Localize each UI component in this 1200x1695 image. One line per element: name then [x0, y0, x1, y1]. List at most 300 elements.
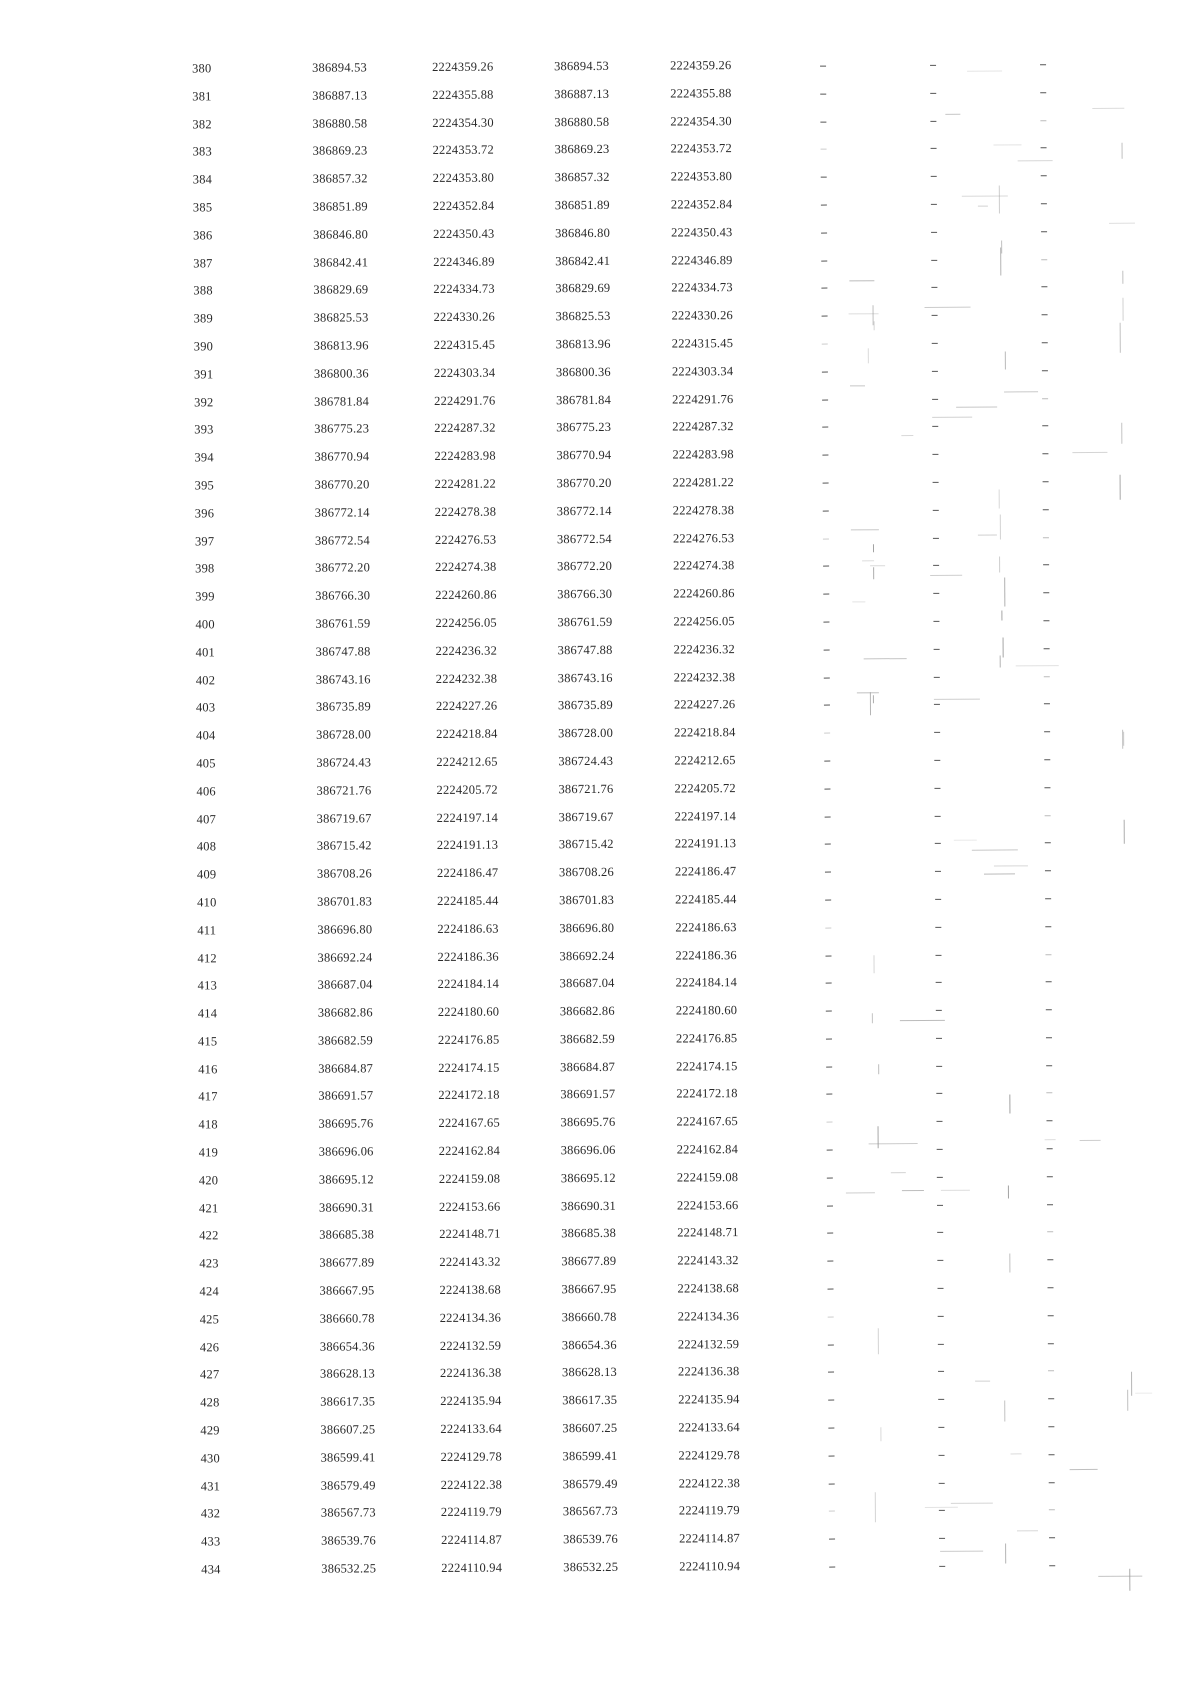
x-coordinate-repeat: 386667.95: [561, 1281, 617, 1297]
x-coordinate-repeat: 386695.12: [560, 1170, 616, 1186]
y-coordinate-repeat: 2224303.34: [671, 363, 734, 379]
point-number: 402: [195, 672, 216, 687]
scan-line: [1121, 423, 1122, 444]
point-number: 426: [199, 1339, 220, 1355]
x-coordinate: 386682.59: [317, 1033, 373, 1048]
y-coordinate-repeat: 2224359.26: [670, 58, 732, 73]
point-number: 401: [195, 645, 216, 660]
y-coordinate: 2224315.45: [433, 337, 496, 352]
scan-line: [880, 1428, 881, 1442]
y-coordinate: 2224346.89: [433, 254, 495, 269]
x-coordinate: 386691.57: [318, 1088, 374, 1104]
x-coordinate-repeat: 386846.80: [555, 225, 611, 241]
x-coordinate: 386772.14: [314, 505, 370, 520]
scan-line: [999, 556, 1000, 572]
y-coordinate: 2224276.53: [434, 532, 497, 547]
x-coordinate-repeat: 386747.88: [557, 642, 613, 657]
y-coordinate: 2224114.87: [441, 1532, 503, 1548]
scan-line: [902, 435, 914, 436]
y-coordinate: 2224159.08: [438, 1171, 501, 1186]
y-coordinate: 2224303.34: [433, 365, 496, 380]
x-coordinate: 386813.96: [313, 338, 369, 353]
point-number: 416: [198, 1061, 218, 1077]
point-number: 392: [194, 394, 214, 409]
scan-line: [1122, 270, 1123, 283]
scan-line: [873, 956, 874, 974]
scan-line: [984, 874, 1015, 875]
y-coordinate: 2224134.36: [439, 1310, 502, 1325]
y-coordinate: 2224352.84: [432, 198, 495, 213]
scan-line: [1003, 638, 1004, 658]
x-coordinate: 386692.24: [317, 949, 373, 965]
y-coordinate-repeat: 2224354.30: [670, 113, 732, 129]
scan-line: [956, 406, 997, 407]
point-number: 433: [201, 1534, 221, 1549]
scan-line: [933, 417, 972, 418]
point-number: 403: [195, 700, 216, 715]
y-coordinate: 2224135.94: [440, 1393, 502, 1409]
y-coordinate-repeat: 2224174.15: [676, 1058, 738, 1074]
y-coordinate-repeat: 2224184.14: [675, 975, 738, 990]
y-coordinate-repeat: 2224167.65: [676, 1114, 738, 1129]
y-coordinate: 2224205.72: [436, 782, 498, 797]
point-number: 414: [197, 1006, 218, 1021]
y-coordinate: 2224167.65: [438, 1115, 500, 1131]
scan-line: [1120, 475, 1121, 500]
x-coordinate: 386539.76: [321, 1533, 377, 1548]
y-coordinate-repeat: 2224281.22: [672, 475, 735, 490]
scan-line: [873, 567, 874, 578]
scan-line: [875, 1493, 876, 1522]
point-number: 383: [192, 144, 212, 159]
x-coordinate-repeat: 386761.59: [557, 614, 613, 630]
scan-line: [978, 206, 988, 207]
x-coordinate: 386772.20: [315, 560, 371, 576]
x-coordinate-repeat: 386696.80: [559, 920, 615, 935]
scan-line: [1123, 732, 1124, 746]
scan-line: [1122, 142, 1123, 158]
y-coordinate-repeat: 2224353.72: [670, 141, 732, 156]
y-coordinate: 2224227.26: [435, 698, 498, 714]
y-coordinate: 2224236.32: [435, 643, 498, 658]
scan-line: [1015, 665, 1058, 666]
y-coordinate-repeat: 2224291.76: [672, 391, 734, 407]
y-coordinate-repeat: 2224129.78: [678, 1447, 740, 1463]
y-coordinate-repeat: 2224287.32: [672, 419, 734, 434]
y-coordinate-repeat: 2224176.85: [675, 1031, 738, 1046]
y-coordinate-repeat: 2224232.38: [673, 669, 736, 685]
x-coordinate: 386728.00: [316, 727, 372, 742]
y-coordinate: 2224162.84: [438, 1143, 501, 1159]
y-coordinate-repeat: 2224172.18: [676, 1086, 738, 1101]
x-coordinate: 386857.32: [312, 171, 368, 186]
x-coordinate-repeat: 386708.26: [558, 864, 614, 880]
x-coordinate: 386894.53: [312, 60, 368, 75]
x-coordinate: 386690.31: [318, 1200, 374, 1215]
x-coordinate: 386851.89: [312, 199, 368, 214]
y-coordinate-repeat: 2224162.84: [676, 1142, 739, 1157]
scan-line: [977, 534, 997, 535]
scan-line: [1017, 1531, 1038, 1532]
y-coordinate-repeat: 2224276.53: [672, 530, 735, 546]
x-coordinate: 386567.73: [320, 1505, 376, 1521]
y-coordinate: 2224355.88: [432, 87, 494, 102]
point-number: 409: [196, 867, 217, 882]
y-coordinate-repeat: 2224132.59: [677, 1336, 740, 1352]
scan-line: [1000, 247, 1001, 275]
y-coordinate-repeat: 2224260.86: [673, 586, 735, 601]
x-coordinate: 386677.89: [319, 1255, 375, 1270]
point-number: 399: [195, 589, 215, 604]
y-coordinate-repeat: 2224315.45: [671, 336, 734, 351]
y-coordinate-repeat: 2224186.63: [675, 919, 737, 935]
point-number: 411: [197, 923, 217, 938]
x-coordinate: 386654.36: [319, 1339, 375, 1354]
y-coordinate-repeat: 2224133.64: [678, 1420, 740, 1435]
y-coordinate-repeat: 2224148.71: [677, 1225, 739, 1240]
y-coordinate: 2224184.14: [437, 976, 500, 992]
x-coordinate: 386887.13: [312, 88, 368, 103]
point-number: 400: [195, 617, 215, 632]
y-coordinate-repeat: 2224143.32: [677, 1253, 739, 1268]
x-coordinate: 386869.23: [312, 143, 368, 159]
y-coordinate-repeat: 2224119.79: [678, 1503, 740, 1518]
scan-line: [901, 1190, 923, 1191]
y-coordinate-repeat: 2224212.65: [674, 753, 736, 768]
x-coordinate: 386721.76: [316, 783, 372, 798]
scan-line: [870, 692, 871, 715]
x-coordinate-repeat: 386772.14: [556, 503, 612, 518]
y-coordinate: 2224174.15: [438, 1060, 500, 1075]
point-number: 398: [195, 561, 215, 576]
point-number: 390: [193, 339, 214, 354]
scan-line: [1136, 1393, 1153, 1394]
scan-line: [1131, 1372, 1132, 1396]
scan-line: [962, 195, 1008, 196]
y-coordinate-repeat: 2224205.72: [674, 780, 736, 796]
scan-line: [941, 1189, 970, 1190]
x-coordinate: 386829.69: [313, 282, 369, 298]
scan-line: [850, 385, 865, 386]
scan-line: [972, 850, 1018, 851]
y-coordinate: 2224218.84: [436, 726, 498, 742]
scan-line: [993, 144, 1022, 145]
y-coordinate: 2224122.38: [440, 1477, 503, 1492]
x-coordinate: 386770.94: [314, 449, 370, 464]
x-coordinate-repeat: 386894.53: [554, 58, 610, 74]
y-coordinate-repeat: 2224218.84: [674, 725, 736, 740]
x-coordinate: 386766.30: [315, 588, 371, 603]
x-coordinate-repeat: 386813.96: [555, 336, 611, 352]
x-coordinate: 386682.86: [317, 1005, 373, 1020]
x-coordinate-repeat: 386532.25: [563, 1559, 619, 1575]
y-coordinate-repeat: 2224278.38: [672, 502, 735, 518]
scan-line: [924, 307, 971, 308]
x-coordinate-repeat: 386617.35: [562, 1393, 618, 1408]
x-coordinate: 386660.78: [319, 1311, 375, 1326]
point-number: 412: [197, 950, 217, 965]
x-coordinate-repeat: 386829.69: [555, 281, 611, 296]
scan-line: [891, 1172, 905, 1173]
y-coordinate-repeat: 2224236.32: [673, 641, 736, 657]
point-number: 407: [196, 811, 217, 826]
point-number: 384: [192, 172, 213, 187]
scan-line: [1005, 1543, 1006, 1563]
y-coordinate: 2224281.22: [434, 476, 497, 491]
point-number: 430: [200, 1451, 220, 1466]
y-coordinate: 2224256.05: [435, 615, 497, 630]
point-number: 396: [194, 506, 215, 521]
x-coordinate: 386770.20: [314, 477, 370, 492]
y-coordinate: 2224186.63: [437, 921, 499, 936]
scan-line: [869, 1143, 917, 1144]
point-number: 417: [198, 1089, 218, 1104]
x-coordinate: 386747.88: [315, 644, 371, 659]
point-number: 406: [196, 784, 216, 799]
y-coordinate-repeat: 2224138.68: [677, 1281, 739, 1296]
x-coordinate: 386842.41: [313, 254, 369, 270]
y-coordinate: 2224278.38: [434, 504, 497, 519]
point-number: 431: [200, 1478, 221, 1494]
scan-line: [1000, 514, 1001, 539]
scan-line: [930, 575, 962, 576]
y-coordinate: 2224353.72: [432, 142, 494, 158]
y-coordinate-repeat: 2224122.38: [678, 1475, 741, 1491]
x-coordinate-repeat: 386851.89: [554, 197, 610, 213]
point-number: 389: [193, 311, 213, 326]
scan-line: [975, 1380, 989, 1381]
y-coordinate: 2224260.86: [435, 587, 497, 603]
scan-line: [1124, 820, 1125, 843]
y-coordinate: 2224353.80: [432, 170, 495, 186]
y-coordinate: 2224191.13: [436, 837, 499, 853]
y-coordinate-repeat: 2224197.14: [674, 808, 737, 824]
x-coordinate: 386695.12: [318, 1172, 374, 1187]
x-coordinate-repeat: 386800.36: [555, 364, 611, 379]
x-coordinate-repeat: 386770.94: [556, 448, 612, 463]
scan-line: [846, 1192, 874, 1193]
scan-line: [1072, 452, 1107, 453]
x-coordinate: 386761.59: [315, 616, 371, 631]
point-number: 423: [199, 1256, 219, 1271]
scan-line: [1109, 223, 1135, 224]
y-coordinate: 2224186.47: [436, 865, 499, 881]
scan-line: [924, 1507, 958, 1508]
scan-line: [1005, 352, 1006, 369]
y-coordinate-repeat: 2224186.47: [674, 864, 737, 879]
y-coordinate: 2224148.71: [439, 1227, 501, 1242]
x-coordinate: 386701.83: [317, 894, 373, 909]
x-coordinate-repeat: 386696.06: [560, 1142, 616, 1158]
y-coordinate: 2224180.60: [437, 1004, 500, 1020]
x-coordinate-repeat: 386721.76: [558, 781, 614, 796]
scan-line: [1045, 1139, 1056, 1140]
x-coordinate-repeat: 386682.59: [559, 1031, 615, 1047]
y-coordinate: 2224132.59: [439, 1338, 502, 1353]
scan-line: [1000, 656, 1001, 668]
y-coordinate-repeat: 2224334.73: [671, 280, 733, 295]
point-number: 429: [200, 1423, 220, 1438]
point-number: 415: [197, 1034, 218, 1049]
scan-line: [870, 565, 885, 566]
y-coordinate-repeat: 2224110.94: [679, 1559, 741, 1574]
x-coordinate-repeat: 386880.58: [554, 114, 610, 129]
x-coordinate-repeat: 386869.23: [554, 142, 610, 157]
x-coordinate-repeat: 386719.67: [558, 809, 614, 824]
y-coordinate: 2224330.26: [433, 309, 495, 325]
point-number: 391: [193, 367, 214, 382]
point-number: 422: [199, 1228, 219, 1243]
x-coordinate-repeat: 386766.30: [557, 587, 613, 602]
point-number: 421: [198, 1200, 219, 1216]
scan-line: [1001, 240, 1002, 253]
y-coordinate: 2224176.85: [437, 1032, 500, 1047]
x-coordinate-repeat: 386687.04: [559, 976, 615, 991]
x-coordinate: 386719.67: [316, 810, 372, 826]
y-coordinate-repeat: 2224355.88: [670, 85, 732, 101]
x-coordinate-repeat: 386695.76: [560, 1115, 616, 1130]
point-number: 381: [192, 89, 212, 104]
y-coordinate-repeat: 2224283.98: [672, 447, 734, 462]
y-coordinate: 2224119.79: [440, 1505, 502, 1520]
point-number: 393: [194, 422, 214, 437]
x-coordinate: 386735.89: [315, 699, 371, 715]
x-coordinate-repeat: 386772.54: [556, 531, 612, 546]
scan-line: [1001, 611, 1002, 621]
y-coordinate: 2224212.65: [436, 754, 498, 769]
scan-line: [1004, 1400, 1005, 1421]
scan-line: [863, 658, 906, 659]
scan-line: [1018, 160, 1053, 161]
y-coordinate: 2224283.98: [434, 448, 496, 464]
point-number: 434: [201, 1562, 221, 1577]
scan-line: [994, 866, 1028, 867]
scan-line: [1004, 578, 1005, 606]
y-coordinate: 2224133.64: [440, 1421, 502, 1436]
scan-line: [953, 840, 976, 841]
x-coordinate: 386743.16: [315, 671, 371, 687]
scan-line: [873, 544, 874, 552]
x-coordinate: 386687.04: [317, 977, 373, 992]
x-coordinate: 386724.43: [316, 755, 372, 770]
scan-line: [862, 560, 874, 561]
x-coordinate: 386800.36: [313, 366, 369, 381]
scan-line: [852, 601, 865, 602]
scan-line: [1009, 1095, 1010, 1113]
scan-line: [849, 313, 878, 314]
y-coordinate-repeat: 2224134.36: [677, 1308, 740, 1324]
x-coordinate: 386781.84: [314, 393, 370, 409]
point-number: 410: [197, 895, 217, 910]
x-coordinate-repeat: 386599.41: [562, 1448, 618, 1464]
y-coordinate-repeat: 2224227.26: [673, 697, 736, 712]
x-coordinate-repeat: 386857.32: [554, 170, 610, 185]
y-coordinate: 2224334.73: [433, 281, 495, 297]
x-coordinate-repeat: 386728.00: [558, 726, 614, 741]
scan-line: [1009, 1254, 1010, 1273]
y-coordinate: 2224110.94: [441, 1560, 503, 1575]
point-number: 425: [199, 1312, 220, 1327]
scan-line: [1122, 298, 1123, 321]
point-number: 387: [193, 255, 213, 271]
y-coordinate: 2224129.78: [440, 1449, 502, 1464]
y-coordinate-repeat: 2224153.66: [676, 1197, 739, 1213]
scan-line: [868, 349, 869, 364]
x-coordinate: 386579.49: [320, 1477, 376, 1493]
point-number: 419: [198, 1145, 219, 1160]
x-coordinate: 386695.76: [318, 1116, 374, 1131]
scan-line: [945, 113, 960, 114]
x-coordinate: 386772.54: [314, 532, 370, 548]
y-coordinate-repeat: 2224136.38: [677, 1364, 740, 1379]
y-coordinate-repeat: 2224353.80: [670, 169, 733, 184]
x-coordinate-repeat: 386724.43: [558, 753, 614, 769]
scan-line: [878, 1328, 879, 1355]
scan-line: [1120, 323, 1121, 353]
x-coordinate-repeat: 386715.42: [558, 837, 614, 852]
x-coordinate: 386696.06: [318, 1144, 374, 1159]
scan-line: [856, 692, 878, 693]
x-coordinate-repeat: 386579.49: [562, 1476, 618, 1491]
x-coordinate: 386607.25: [320, 1422, 376, 1437]
y-coordinate-repeat: 2224352.84: [670, 197, 733, 212]
x-coordinate-repeat: 386743.16: [557, 670, 613, 685]
x-coordinate: 386715.42: [316, 838, 372, 854]
x-coordinate-repeat: 386567.73: [562, 1504, 618, 1519]
x-coordinate: 386684.87: [318, 1061, 374, 1076]
point-number: 405: [196, 756, 216, 771]
x-coordinate: 386708.26: [316, 866, 372, 881]
y-coordinate: 2224274.38: [435, 559, 497, 575]
y-coordinate-repeat: 2224256.05: [673, 614, 735, 629]
y-coordinate-repeat: 2224191.13: [674, 836, 737, 851]
y-coordinate: 2224359.26: [432, 59, 494, 74]
point-number: 404: [196, 728, 216, 743]
x-coordinate-repeat: 386701.83: [559, 892, 615, 908]
point-number: 420: [198, 1173, 219, 1188]
y-coordinate-repeat: 2224350.43: [671, 224, 733, 240]
y-coordinate: 2224354.30: [432, 115, 494, 130]
scan-line: [873, 696, 874, 704]
point-number: 385: [192, 200, 213, 215]
x-coordinate-repeat: 386692.24: [559, 948, 615, 963]
scan-line: [967, 70, 1002, 71]
y-coordinate: 2224232.38: [435, 671, 498, 686]
x-coordinate-repeat: 386682.86: [559, 1003, 615, 1019]
scan-line: [899, 1019, 944, 1020]
y-coordinate-repeat: 2224330.26: [671, 308, 733, 323]
scan-line: [1079, 1140, 1100, 1141]
point-number: 432: [200, 1506, 221, 1521]
y-coordinate: 2224350.43: [433, 226, 495, 241]
point-number: 408: [196, 839, 217, 854]
scan-line: [940, 1550, 983, 1551]
y-coordinate: 2224143.32: [439, 1254, 501, 1270]
scan-line: [874, 322, 875, 331]
scan-line: [1099, 1576, 1143, 1577]
scan-line: [1070, 1469, 1098, 1470]
point-number: 394: [194, 450, 214, 465]
scan-line: [999, 186, 1000, 214]
x-coordinate-repeat: 386781.84: [556, 392, 612, 407]
scan-line: [934, 699, 980, 700]
x-coordinate-repeat: 386628.13: [561, 1365, 618, 1380]
point-number: 427: [199, 1367, 220, 1382]
point-number: 382: [192, 116, 212, 132]
scan-line: [872, 1014, 873, 1024]
x-coordinate: 386532.25: [321, 1561, 377, 1576]
point-number: 418: [198, 1117, 218, 1132]
